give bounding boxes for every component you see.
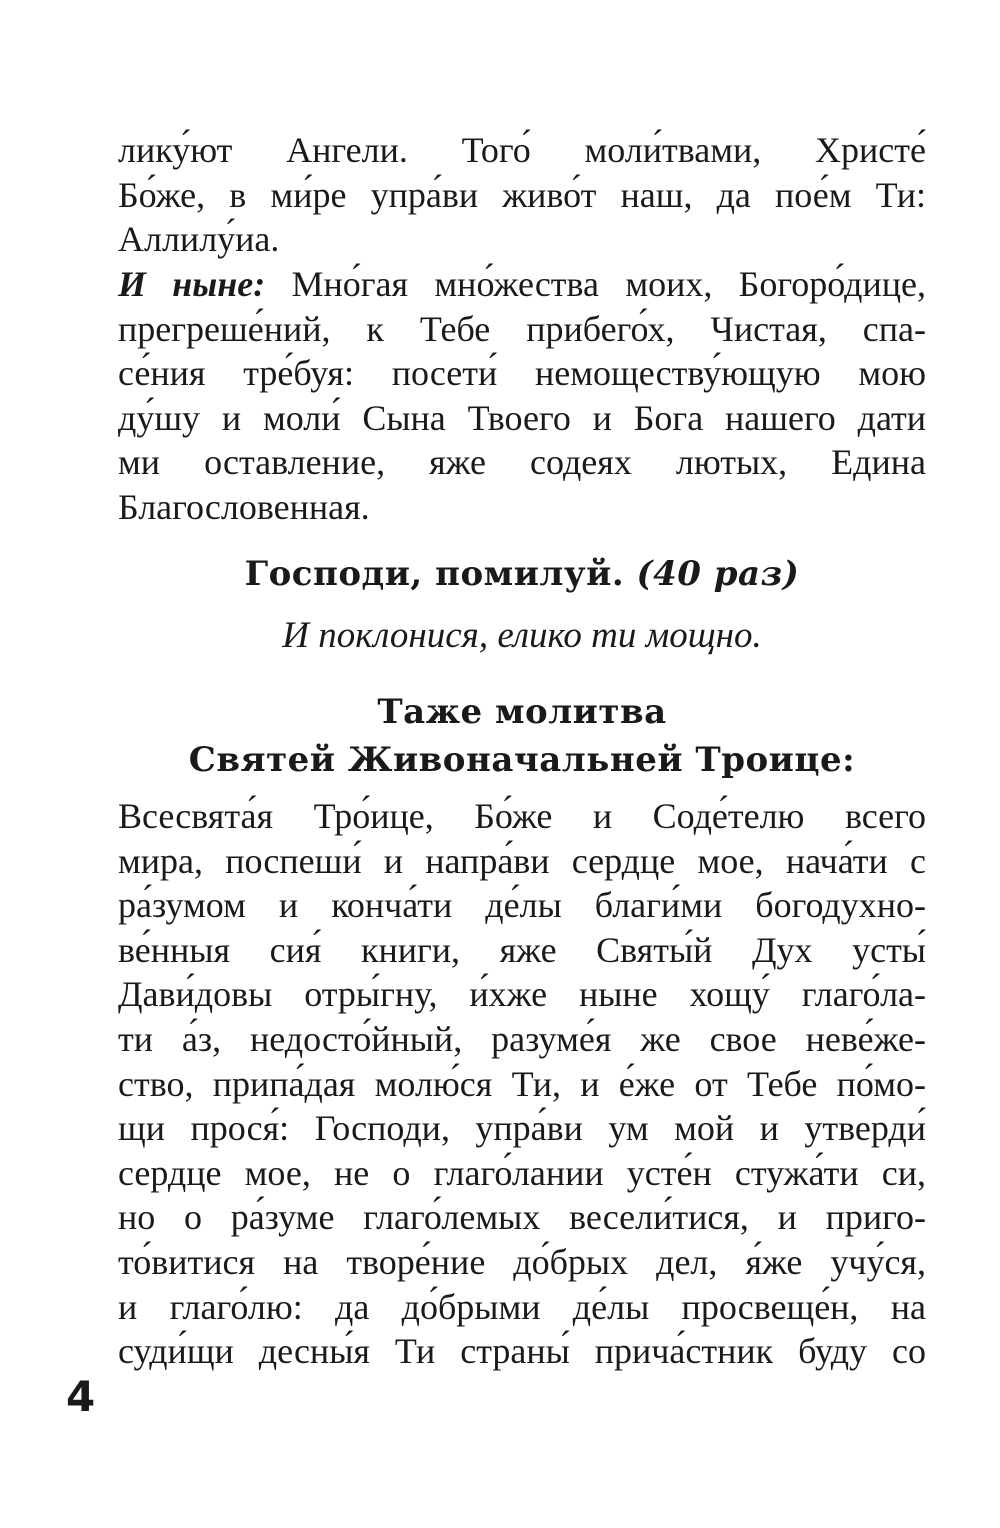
page-number: 4 (66, 1372, 96, 1421)
text-line: сердце мое, не о глаго́лании усте́н стужа́ти си, (118, 1152, 926, 1193)
text-line: Дави́довы отры́гну, и́хже ныне хощу́ глаго́ла- (118, 974, 926, 1015)
text-line: и глаго́лю: да до́брыми де́лы просвеще́н, на (118, 1286, 926, 1327)
text-line: Всесвята́я Тро́ице, Бо́же и Соде́телю всего (118, 796, 926, 836)
text-line: то́витися на творе́ние до́брых дел, я́же учу́ся, (118, 1241, 926, 1282)
heading-prayer-title-1: Таже молитва (377, 692, 667, 732)
text-line: ство, припа́дая молю́ся Ти, и е́же от Тебе по́мо- (118, 1063, 926, 1104)
paragraph-1 (118, 128, 926, 262)
text-line: суди́щи десны́я Ти страны́ прича́стник буду со (118, 1331, 926, 1372)
text-line: ти а́з, недосто́йный, разуме́я же свое неве́же- (118, 1018, 926, 1059)
text-line: ду́шу и моли́ Сына Твоего и Бога нашего дати (118, 397, 926, 438)
text-line: Аллилу́иа. (118, 219, 280, 260)
text-line: Бо́же, в ми́ре упра́ви живо́т наш, да пое́м Ти: (118, 174, 926, 215)
paragraph-2 (118, 262, 926, 530)
heading-lord-have-mercy: Господи, помилуй. (40 раз) (244, 554, 800, 594)
text-line: прегреше́ний, к Тебе прибего́х, Чистая, спа- (118, 308, 926, 349)
text-line: се́ния тре́буя: посети́ немоществу́ющую мою (118, 353, 926, 394)
paragraph-3 (118, 794, 926, 1374)
text-line: но о ра́зуме глаго́лемых весели́тися, и приго- (118, 1197, 926, 1238)
text-line: мира, поспеши́ и напра́ви сердце мое, нача́ти с (118, 840, 926, 881)
text-line: лику́ют Ангели. Того́ моли́твами, Христе́ (118, 130, 926, 170)
text-line: ми оставление, яже содеях лютых, Едина (118, 442, 926, 483)
text-line: ве́нныя сия́ книги, яже Святы́й Дух усты́ (118, 929, 926, 970)
rubric-bow: И поклонися, елико ти мощно. (282, 615, 762, 656)
rubric-and-now: И ныне: (118, 264, 266, 304)
text-line: Благословенная. (118, 486, 370, 527)
heading-prayer-title-2: Святей Живоначальней Троице: (188, 740, 856, 780)
text-line: И ныне: Мно́гая мно́жества моих, Богоро́дице, (118, 264, 926, 304)
text-line: ра́зумом и конча́ти де́лы благи́ми богодухно- (118, 885, 926, 926)
text-line: щи прося́: Господи, упра́ви ум мой и утверди́ (118, 1108, 926, 1149)
